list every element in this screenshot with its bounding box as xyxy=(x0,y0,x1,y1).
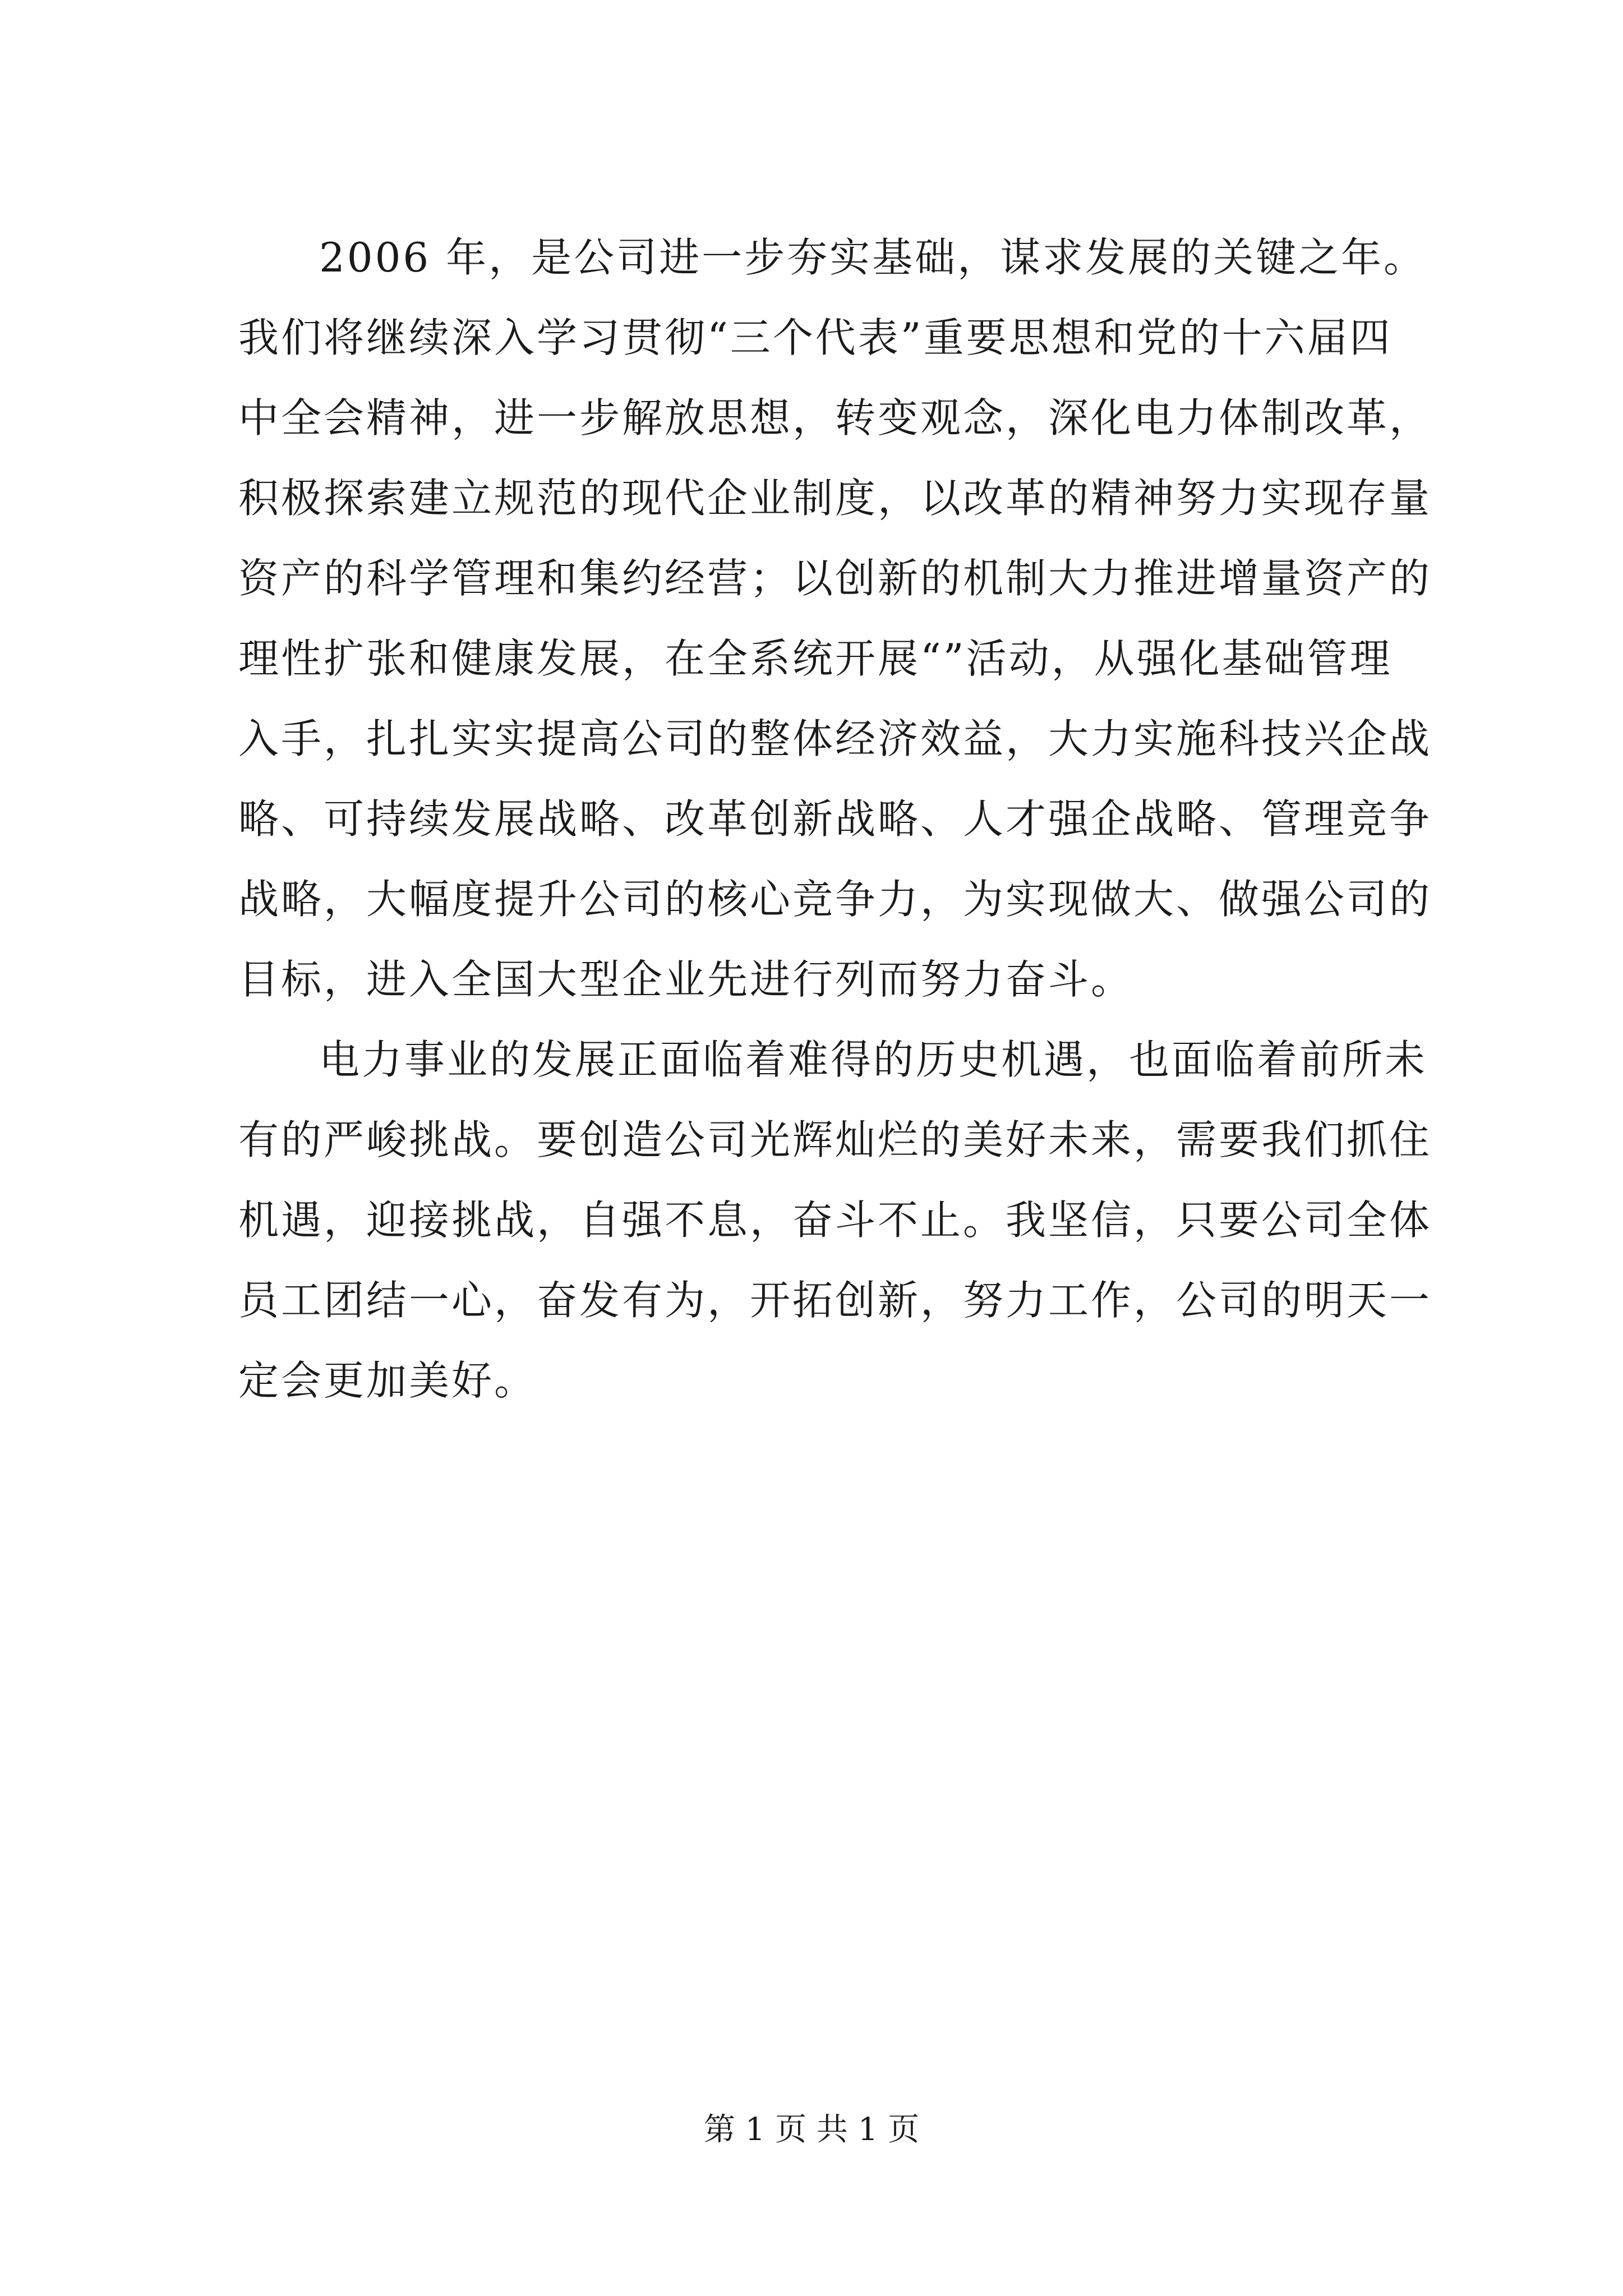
paragraph-line: 中全会精神，进一步解放思想，转变观念，深化电力体制改革， xyxy=(238,394,1432,441)
paragraph-line: 员工团结一心，奋发有为，开拓创新，努力工作，公司的明天一 xyxy=(238,1277,1432,1324)
paragraph-line: 战略，大幅度提升公司的核心竞争力，为实现做大、做强公司的 xyxy=(238,876,1432,923)
paragraph-line: 资产的科学管理和集约经营；以创新的机制大力推进增量资产的 xyxy=(238,555,1432,602)
paragraph-line: 有的严峻挑战。要创造公司光辉灿烂的美好未来，需要我们抓住 xyxy=(238,1116,1432,1163)
paragraph-1 xyxy=(238,218,1433,1020)
paragraph-line: 电力事业的发展正面临着难得的历史机遇，也面临着前所未 xyxy=(319,1036,1428,1083)
paragraph-line: 入手，扎扎实实提高公司的整体经济效益，大力实施科技兴企战 xyxy=(238,715,1432,762)
paragraph-line: 积极探索建立规范的现代企业制度，以改革的精神努力实现存量 xyxy=(238,475,1432,522)
paragraph-line: 理性扩张和健康发展，在全系统开展“”活动，从强化基础管理 xyxy=(238,635,1393,682)
paragraph-line: 我们将继续深入学习贯彻“三个代表”重要思想和党的十六届四 xyxy=(238,314,1393,361)
document-body xyxy=(238,218,1433,1421)
paragraph-line: 2006 年，是公司进一步夯实基础，谋求发展的关键之年。 xyxy=(319,234,1427,281)
paragraph-2 xyxy=(238,1020,1433,1421)
paragraph-line: 定会更加美好。 xyxy=(238,1357,537,1404)
paragraph-line: 略、可持续发展战略、改革创新战略、人才强企战略、管理竞争 xyxy=(238,795,1432,843)
paragraph-line: 机遇，迎接挑战，自强不息，奋斗不止。我坚信，只要公司全体 xyxy=(238,1197,1432,1244)
page-number-footer: 第 1 页 共 1 页 xyxy=(703,2111,920,2148)
paragraph-line: 目标，进入全国大型企业先进行列而努力奋斗。 xyxy=(238,956,1134,1003)
